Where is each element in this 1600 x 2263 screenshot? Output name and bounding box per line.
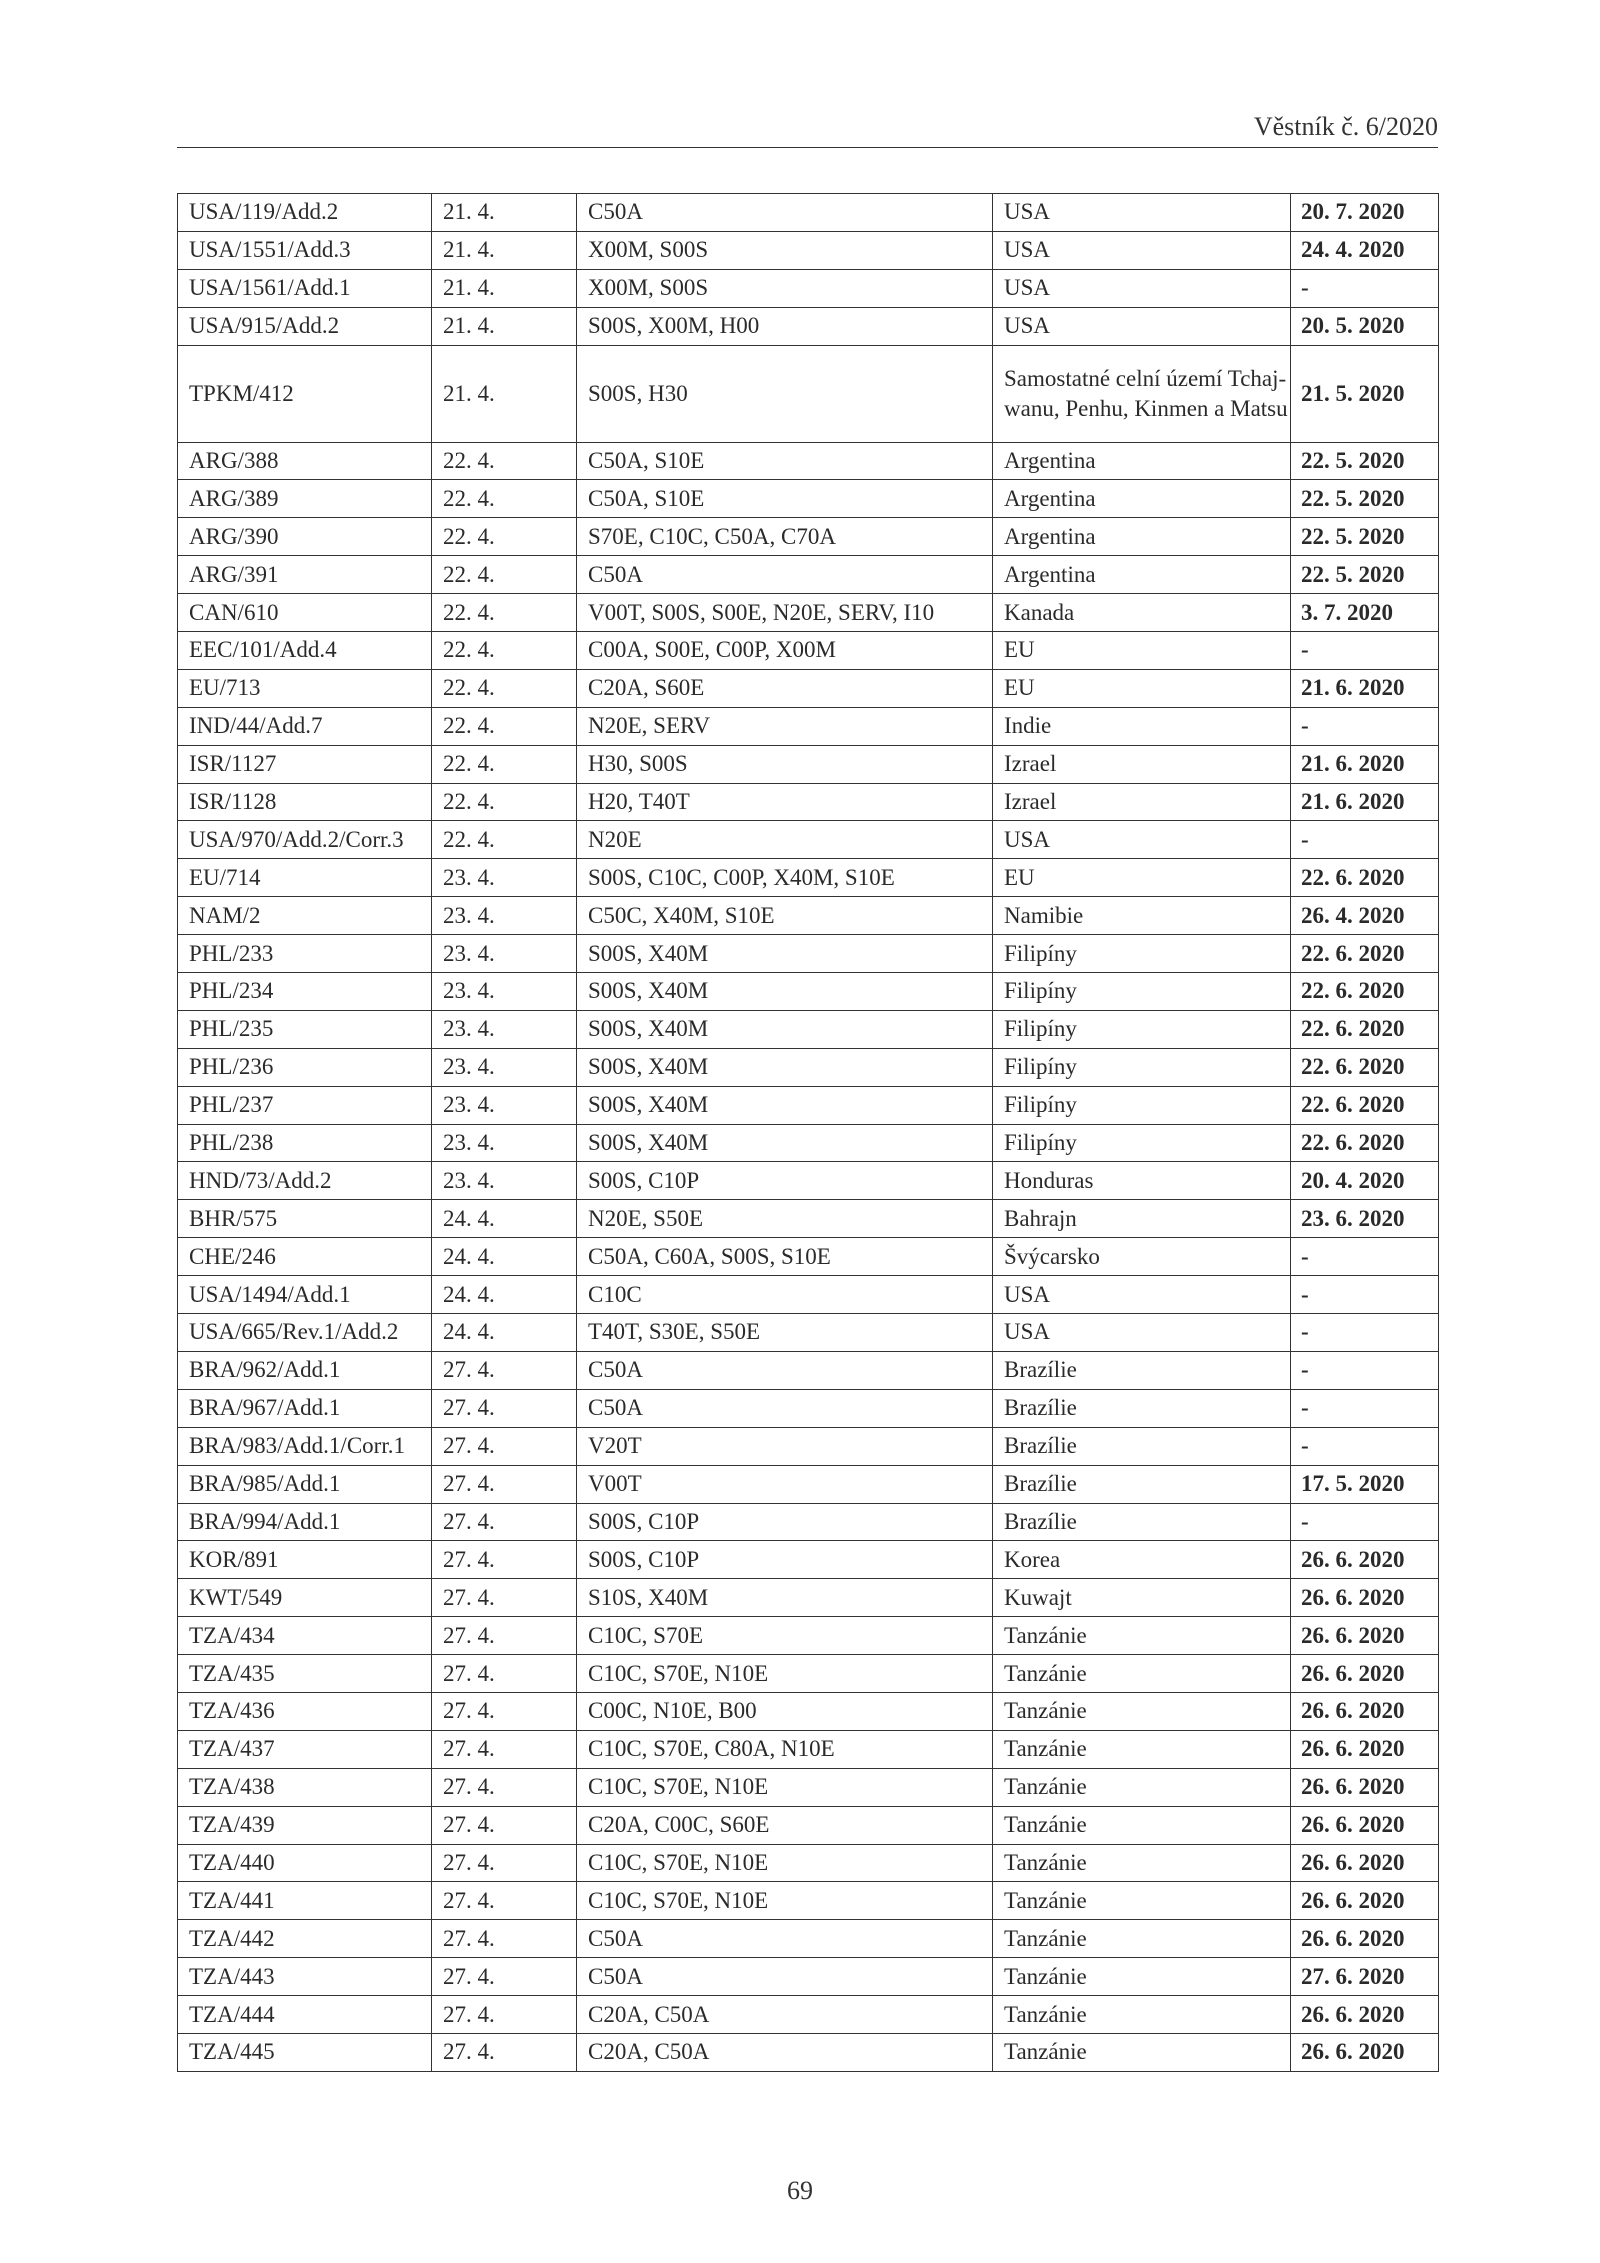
- member-country-cell: Indie: [993, 707, 1291, 745]
- document-symbol-cell: TZA/440: [178, 1844, 432, 1882]
- ics-codes-cell: C20A, C50A: [577, 2033, 993, 2071]
- table-row: [178, 1010, 1439, 1048]
- ics-codes-cell: C50A: [577, 1351, 993, 1389]
- ics-codes-cell: S00S, C10P: [577, 1541, 993, 1579]
- ics-codes-cell: V20T: [577, 1427, 993, 1465]
- notification-date-cell: 27. 4.: [432, 1465, 577, 1503]
- document-symbol-cell: EEC/101/Add.4: [178, 632, 432, 670]
- member-country-cell: Švýcarsko: [993, 1238, 1291, 1276]
- comment-deadline-cell: -: [1291, 1427, 1439, 1465]
- notification-date-cell: 22. 4.: [432, 442, 577, 480]
- ics-codes-cell: X00M, S00S: [577, 231, 993, 269]
- ics-codes-cell: C10C: [577, 1276, 993, 1314]
- document-symbol-cell: ARG/391: [178, 556, 432, 594]
- ics-codes-cell: S00S, X40M: [577, 1086, 993, 1124]
- document-symbol-cell: USA/1494/Add.1: [178, 1276, 432, 1314]
- comment-deadline-cell: 26. 6. 2020: [1291, 1579, 1439, 1617]
- document-symbol-cell: ARG/390: [178, 518, 432, 556]
- document-symbol-cell: TZA/439: [178, 1806, 432, 1844]
- table-row: [178, 1200, 1439, 1238]
- document-symbol-cell: PHL/234: [178, 973, 432, 1011]
- document-symbol-cell: ARG/388: [178, 442, 432, 480]
- table-row: [178, 307, 1439, 345]
- notification-date-cell: 22. 4.: [432, 556, 577, 594]
- table-row: [178, 1768, 1439, 1806]
- ics-codes-cell: C20A, S60E: [577, 669, 993, 707]
- comment-deadline-cell: 26. 6. 2020: [1291, 1692, 1439, 1730]
- table-row: [178, 1617, 1439, 1655]
- document-symbol-cell: PHL/235: [178, 1010, 432, 1048]
- member-country-cell: Tanzánie: [993, 1730, 1291, 1768]
- notification-date-cell: 27. 4.: [432, 1617, 577, 1655]
- ics-codes-cell: H20, T40T: [577, 783, 993, 821]
- ics-codes-cell: N20E, S50E: [577, 1200, 993, 1238]
- comment-deadline-cell: 22. 6. 2020: [1291, 1124, 1439, 1162]
- notification-date-cell: 22. 4.: [432, 669, 577, 707]
- notification-date-cell: 23. 4.: [432, 1162, 577, 1200]
- document-symbol-cell: EU/714: [178, 859, 432, 897]
- comment-deadline-cell: 22. 6. 2020: [1291, 1010, 1439, 1048]
- ics-codes-cell: S00S, X40M: [577, 973, 993, 1011]
- ics-codes-cell: S00S, X40M: [577, 1124, 993, 1162]
- notification-date-cell: 22. 4.: [432, 745, 577, 783]
- ics-codes-cell: S00S, X40M: [577, 1048, 993, 1086]
- comment-deadline-cell: 27. 6. 2020: [1291, 1958, 1439, 1996]
- notification-date-cell: 27. 4.: [432, 1920, 577, 1958]
- document-symbol-cell: CAN/610: [178, 594, 432, 632]
- ics-codes-cell: S00S, C10P: [577, 1162, 993, 1200]
- notification-date-cell: 24. 4.: [432, 1200, 577, 1238]
- comment-deadline-cell: -: [1291, 269, 1439, 307]
- ics-codes-cell: X00M, S00S: [577, 269, 993, 307]
- comment-deadline-cell: 3. 7. 2020: [1291, 594, 1439, 632]
- table-row: [178, 1958, 1439, 1996]
- member-country-cell: Argentina: [993, 480, 1291, 518]
- table-row: [178, 231, 1439, 269]
- ics-codes-cell: S00S, C10C, C00P, X40M, S10E: [577, 859, 993, 897]
- ics-codes-cell: N20E, SERV: [577, 707, 993, 745]
- table-row: [178, 859, 1439, 897]
- table-row: [178, 1276, 1439, 1314]
- member-country-cell: Filipíny: [993, 1124, 1291, 1162]
- table-row: [178, 1314, 1439, 1352]
- table-row: [178, 594, 1439, 632]
- ics-codes-cell: C10C, S70E: [577, 1617, 993, 1655]
- table-row: [178, 1351, 1439, 1389]
- comment-deadline-cell: 26. 6. 2020: [1291, 1844, 1439, 1882]
- notification-date-cell: 27. 4.: [432, 1806, 577, 1844]
- comment-deadline-cell: 22. 6. 2020: [1291, 1048, 1439, 1086]
- ics-codes-cell: C10C, S70E, C80A, N10E: [577, 1730, 993, 1768]
- notification-date-cell: 24. 4.: [432, 1276, 577, 1314]
- member-country-cell: Tanzánie: [993, 1655, 1291, 1693]
- comment-deadline-cell: 26. 6. 2020: [1291, 1996, 1439, 2034]
- comment-deadline-cell: 22. 5. 2020: [1291, 442, 1439, 480]
- notifications-table: [177, 193, 1439, 2072]
- member-country-cell: Tanzánie: [993, 1996, 1291, 2034]
- ics-codes-cell: C00C, N10E, B00: [577, 1692, 993, 1730]
- member-country-cell: Brazílie: [993, 1389, 1291, 1427]
- member-country-cell: Tanzánie: [993, 2033, 1291, 2071]
- table-row: [178, 1389, 1439, 1427]
- comment-deadline-cell: 21. 6. 2020: [1291, 669, 1439, 707]
- bulletin-title: Věstník č. 6/2020: [1253, 112, 1438, 141]
- comment-deadline-cell: -: [1291, 1238, 1439, 1276]
- table-row: [178, 1238, 1439, 1276]
- document-symbol-cell: USA/1561/Add.1: [178, 269, 432, 307]
- table-row: [178, 973, 1439, 1011]
- comment-deadline-cell: 26. 6. 2020: [1291, 1920, 1439, 1958]
- member-country-cell: Samostatné celní území Tchaj-wanu, Penhu, Kinmen a Matsu: [993, 345, 1291, 442]
- table-row: [178, 1048, 1439, 1086]
- table-row: [178, 1465, 1439, 1503]
- document-symbol-cell: TZA/435: [178, 1655, 432, 1693]
- member-country-cell: Namibie: [993, 897, 1291, 935]
- comment-deadline-cell: 22. 6. 2020: [1291, 973, 1439, 1011]
- comment-deadline-cell: 26. 6. 2020: [1291, 1882, 1439, 1920]
- comment-deadline-cell: 21. 6. 2020: [1291, 745, 1439, 783]
- document-symbol-cell: TZA/436: [178, 1692, 432, 1730]
- comment-deadline-cell: 26. 6. 2020: [1291, 1541, 1439, 1579]
- ics-codes-cell: V00T, S00S, S00E, N20E, SERV, I10: [577, 594, 993, 632]
- document-symbol-cell: TZA/445: [178, 2033, 432, 2071]
- document-symbol-cell: TZA/444: [178, 1996, 432, 2034]
- ics-codes-cell: V00T: [577, 1465, 993, 1503]
- notification-date-cell: 23. 4.: [432, 973, 577, 1011]
- member-country-cell: Filipíny: [993, 935, 1291, 973]
- comment-deadline-cell: 26. 6. 2020: [1291, 1730, 1439, 1768]
- comment-deadline-cell: -: [1291, 821, 1439, 859]
- table-row: [178, 632, 1439, 670]
- member-country-cell: Kuwajt: [993, 1579, 1291, 1617]
- member-country-cell: Tanzánie: [993, 1958, 1291, 1996]
- table-row: [178, 1844, 1439, 1882]
- notification-date-cell: 23. 4.: [432, 897, 577, 935]
- member-country-cell: USA: [993, 307, 1291, 345]
- notification-date-cell: 22. 4.: [432, 632, 577, 670]
- table-row: [178, 783, 1439, 821]
- table-row: [178, 1427, 1439, 1465]
- ics-codes-cell: H30, S00S: [577, 745, 993, 783]
- table-row: [178, 480, 1439, 518]
- document-symbol-cell: EU/713: [178, 669, 432, 707]
- table-row: [178, 1086, 1439, 1124]
- table-row: [178, 897, 1439, 935]
- document-symbol-cell: USA/1551/Add.3: [178, 231, 432, 269]
- ics-codes-cell: C50A, C60A, S00S, S10E: [577, 1238, 993, 1276]
- table-row: [178, 2033, 1439, 2071]
- ics-codes-cell: C20A, C50A: [577, 1996, 993, 2034]
- notification-date-cell: 21. 4.: [432, 194, 577, 232]
- member-country-cell: Korea: [993, 1541, 1291, 1579]
- table-row: [178, 345, 1439, 442]
- page-number: 69: [787, 2176, 813, 2205]
- member-country-cell: Filipíny: [993, 1010, 1291, 1048]
- member-country-cell: Filipíny: [993, 1086, 1291, 1124]
- notification-date-cell: 27. 4.: [432, 1692, 577, 1730]
- notification-date-cell: 27. 4.: [432, 1730, 577, 1768]
- ics-codes-cell: C50A: [577, 556, 993, 594]
- comment-deadline-cell: 22. 6. 2020: [1291, 859, 1439, 897]
- member-country-cell: Argentina: [993, 442, 1291, 480]
- table-row: [178, 707, 1439, 745]
- ics-codes-cell: C50A, S10E: [577, 480, 993, 518]
- table-row: [178, 1730, 1439, 1768]
- table-row: [178, 442, 1439, 480]
- document-symbol-cell: KOR/891: [178, 1541, 432, 1579]
- notification-date-cell: 23. 4.: [432, 935, 577, 973]
- member-country-cell: Tanzánie: [993, 1692, 1291, 1730]
- notification-date-cell: 27. 4.: [432, 1844, 577, 1882]
- ics-codes-cell: C50A: [577, 1920, 993, 1958]
- table-row: [178, 669, 1439, 707]
- member-country-cell: Argentina: [993, 556, 1291, 594]
- member-country-cell: Izrael: [993, 783, 1291, 821]
- member-country-cell: USA: [993, 821, 1291, 859]
- member-country-cell: Kanada: [993, 594, 1291, 632]
- document-symbol-cell: ISR/1128: [178, 783, 432, 821]
- document-symbol-cell: KWT/549: [178, 1579, 432, 1617]
- comment-deadline-cell: -: [1291, 632, 1439, 670]
- member-country-cell: USA: [993, 194, 1291, 232]
- comment-deadline-cell: 20. 5. 2020: [1291, 307, 1439, 345]
- notification-date-cell: 21. 4.: [432, 307, 577, 345]
- ics-codes-cell: S00S, H30: [577, 345, 993, 442]
- document-symbol-cell: ISR/1127: [178, 745, 432, 783]
- table-row: [178, 1920, 1439, 1958]
- comment-deadline-cell: -: [1291, 1503, 1439, 1541]
- ics-codes-cell: C50A: [577, 1958, 993, 1996]
- comment-deadline-cell: 22. 6. 2020: [1291, 1086, 1439, 1124]
- notification-date-cell: 22. 4.: [432, 821, 577, 859]
- document-symbol-cell: BRA/967/Add.1: [178, 1389, 432, 1427]
- ics-codes-cell: C50A: [577, 194, 993, 232]
- ics-codes-cell: S00S, X40M: [577, 935, 993, 973]
- ics-codes-cell: S00S, X40M: [577, 1010, 993, 1048]
- notification-date-cell: 24. 4.: [432, 1238, 577, 1276]
- document-symbol-cell: USA/915/Add.2: [178, 307, 432, 345]
- member-country-cell: USA: [993, 1314, 1291, 1352]
- comment-deadline-cell: 20. 7. 2020: [1291, 194, 1439, 232]
- member-country-cell: Filipíny: [993, 973, 1291, 1011]
- comment-deadline-cell: 20. 4. 2020: [1291, 1162, 1439, 1200]
- ics-codes-cell: N20E: [577, 821, 993, 859]
- table-row: [178, 821, 1439, 859]
- document-symbol-cell: BRA/962/Add.1: [178, 1351, 432, 1389]
- comment-deadline-cell: 22. 5. 2020: [1291, 518, 1439, 556]
- document-symbol-cell: NAM/2: [178, 897, 432, 935]
- member-country-cell: Brazílie: [993, 1427, 1291, 1465]
- member-country-cell: Brazílie: [993, 1351, 1291, 1389]
- table-row: [178, 1692, 1439, 1730]
- document-symbol-cell: USA/970/Add.2/Corr.3: [178, 821, 432, 859]
- comment-deadline-cell: 17. 5. 2020: [1291, 1465, 1439, 1503]
- document-symbol-cell: TZA/438: [178, 1768, 432, 1806]
- member-country-cell: Tanzánie: [993, 1882, 1291, 1920]
- notification-date-cell: 22. 4.: [432, 707, 577, 745]
- document-symbol-cell: PHL/237: [178, 1086, 432, 1124]
- table-row: [178, 1806, 1439, 1844]
- member-country-cell: Brazílie: [993, 1503, 1291, 1541]
- document-symbol-cell: TZA/442: [178, 1920, 432, 1958]
- notification-date-cell: 27. 4.: [432, 1503, 577, 1541]
- table-row: [178, 1882, 1439, 1920]
- member-country-cell: EU: [993, 859, 1291, 897]
- notification-date-cell: 23. 4.: [432, 1010, 577, 1048]
- ics-codes-cell: C20A, C00C, S60E: [577, 1806, 993, 1844]
- table-row: [178, 1503, 1439, 1541]
- table-row: [178, 745, 1439, 783]
- document-symbol-cell: BHR/575: [178, 1200, 432, 1238]
- member-country-cell: EU: [993, 632, 1291, 670]
- notification-date-cell: 27. 4.: [432, 2033, 577, 2071]
- document-symbol-cell: USA/665/Rev.1/Add.2: [178, 1314, 432, 1352]
- comment-deadline-cell: 22. 6. 2020: [1291, 935, 1439, 973]
- member-country-cell: Tanzánie: [993, 1617, 1291, 1655]
- document-symbol-cell: TPKM/412: [178, 345, 432, 442]
- notification-date-cell: 22. 4.: [432, 594, 577, 632]
- table-row: [178, 1541, 1439, 1579]
- table-row: [178, 1655, 1439, 1693]
- notification-date-cell: 27. 4.: [432, 1579, 577, 1617]
- ics-codes-cell: S00S, X00M, H00: [577, 307, 993, 345]
- document-symbol-cell: BRA/985/Add.1: [178, 1465, 432, 1503]
- ics-codes-cell: C00A, S00E, C00P, X00M: [577, 632, 993, 670]
- ics-codes-cell: C50C, X40M, S10E: [577, 897, 993, 935]
- member-country-cell: Tanzánie: [993, 1920, 1291, 1958]
- member-country-cell: EU: [993, 669, 1291, 707]
- member-country-cell: USA: [993, 269, 1291, 307]
- comment-deadline-cell: -: [1291, 707, 1439, 745]
- notification-date-cell: 23. 4.: [432, 1048, 577, 1086]
- member-country-cell: Tanzánie: [993, 1768, 1291, 1806]
- document-symbol-cell: USA/119/Add.2: [178, 194, 432, 232]
- ics-codes-cell: S10S, X40M: [577, 1579, 993, 1617]
- document-symbol-cell: IND/44/Add.7: [178, 707, 432, 745]
- comment-deadline-cell: 22. 5. 2020: [1291, 480, 1439, 518]
- document-symbol-cell: TZA/437: [178, 1730, 432, 1768]
- document-symbol-cell: PHL/236: [178, 1048, 432, 1086]
- comment-deadline-cell: 26. 6. 2020: [1291, 1655, 1439, 1693]
- document-symbol-cell: HND/73/Add.2: [178, 1162, 432, 1200]
- notification-date-cell: 23. 4.: [432, 1086, 577, 1124]
- notification-date-cell: 27. 4.: [432, 1768, 577, 1806]
- table-row: [178, 1124, 1439, 1162]
- notification-date-cell: 27. 4.: [432, 1351, 577, 1389]
- table-row: [178, 518, 1439, 556]
- ics-codes-cell: C10C, S70E, N10E: [577, 1844, 993, 1882]
- member-country-cell: Argentina: [993, 518, 1291, 556]
- notification-date-cell: 23. 4.: [432, 1124, 577, 1162]
- notification-date-cell: 27. 4.: [432, 1882, 577, 1920]
- document-symbol-cell: TZA/434: [178, 1617, 432, 1655]
- document-symbol-cell: PHL/238: [178, 1124, 432, 1162]
- comment-deadline-cell: 26. 6. 2020: [1291, 1806, 1439, 1844]
- document-symbol-cell: BRA/994/Add.1: [178, 1503, 432, 1541]
- notification-date-cell: 22. 4.: [432, 783, 577, 821]
- table-row: [178, 556, 1439, 594]
- comment-deadline-cell: 26. 6. 2020: [1291, 2033, 1439, 2071]
- notification-date-cell: 22. 4.: [432, 480, 577, 518]
- comment-deadline-cell: 22. 5. 2020: [1291, 556, 1439, 594]
- notification-date-cell: 21. 4.: [432, 231, 577, 269]
- ics-codes-cell: C10C, S70E, N10E: [577, 1882, 993, 1920]
- member-country-cell: Bahrajn: [993, 1200, 1291, 1238]
- table-row: [178, 1996, 1439, 2034]
- document-symbol-cell: PHL/233: [178, 935, 432, 973]
- ics-codes-cell: C10C, S70E, N10E: [577, 1655, 993, 1693]
- ics-codes-cell: S00S, C10P: [577, 1503, 993, 1541]
- member-country-cell: USA: [993, 231, 1291, 269]
- notification-date-cell: 27. 4.: [432, 1389, 577, 1427]
- table-row: [178, 1579, 1439, 1617]
- comment-deadline-cell: 26. 6. 2020: [1291, 1617, 1439, 1655]
- table-row: [178, 269, 1439, 307]
- notification-date-cell: 24. 4.: [432, 1314, 577, 1352]
- notification-date-cell: 27. 4.: [432, 1427, 577, 1465]
- comment-deadline-cell: 23. 6. 2020: [1291, 1200, 1439, 1238]
- comment-deadline-cell: 26. 4. 2020: [1291, 897, 1439, 935]
- notification-date-cell: 21. 4.: [432, 345, 577, 442]
- member-country-cell: Brazílie: [993, 1465, 1291, 1503]
- comment-deadline-cell: -: [1291, 1389, 1439, 1427]
- ics-codes-cell: S70E, C10C, C50A, C70A: [577, 518, 993, 556]
- comment-deadline-cell: 26. 6. 2020: [1291, 1768, 1439, 1806]
- comment-deadline-cell: -: [1291, 1351, 1439, 1389]
- page-header: [177, 112, 1438, 148]
- member-country-cell: Honduras: [993, 1162, 1291, 1200]
- comment-deadline-cell: -: [1291, 1314, 1439, 1352]
- notification-date-cell: 22. 4.: [432, 518, 577, 556]
- notification-date-cell: 23. 4.: [432, 859, 577, 897]
- document-symbol-cell: TZA/443: [178, 1958, 432, 1996]
- notification-date-cell: 21. 4.: [432, 269, 577, 307]
- document-symbol-cell: BRA/983/Add.1/Corr.1: [178, 1427, 432, 1465]
- member-country-cell: Izrael: [993, 745, 1291, 783]
- comment-deadline-cell: 24. 4. 2020: [1291, 231, 1439, 269]
- ics-codes-cell: T40T, S30E, S50E: [577, 1314, 993, 1352]
- table-row: [178, 194, 1439, 232]
- document-symbol-cell: CHE/246: [178, 1238, 432, 1276]
- document-symbol-cell: ARG/389: [178, 480, 432, 518]
- member-country-cell: Tanzánie: [993, 1806, 1291, 1844]
- comment-deadline-cell: -: [1291, 1276, 1439, 1314]
- notification-date-cell: 27. 4.: [432, 1958, 577, 1996]
- table-body: [178, 194, 1439, 2072]
- ics-codes-cell: C50A: [577, 1389, 993, 1427]
- document-symbol-cell: TZA/441: [178, 1882, 432, 1920]
- table-row: [178, 1162, 1439, 1200]
- notification-date-cell: 27. 4.: [432, 1655, 577, 1693]
- comment-deadline-cell: 21. 5. 2020: [1291, 345, 1439, 442]
- notification-date-cell: 27. 4.: [432, 1541, 577, 1579]
- member-country-cell: Filipíny: [993, 1048, 1291, 1086]
- comment-deadline-cell: 21. 6. 2020: [1291, 783, 1439, 821]
- ics-codes-cell: C10C, S70E, N10E: [577, 1768, 993, 1806]
- ics-codes-cell: C50A, S10E: [577, 442, 993, 480]
- member-country-cell: USA: [993, 1276, 1291, 1314]
- table-row: [178, 935, 1439, 973]
- notification-date-cell: 27. 4.: [432, 1996, 577, 2034]
- member-country-cell: Tanzánie: [993, 1844, 1291, 1882]
